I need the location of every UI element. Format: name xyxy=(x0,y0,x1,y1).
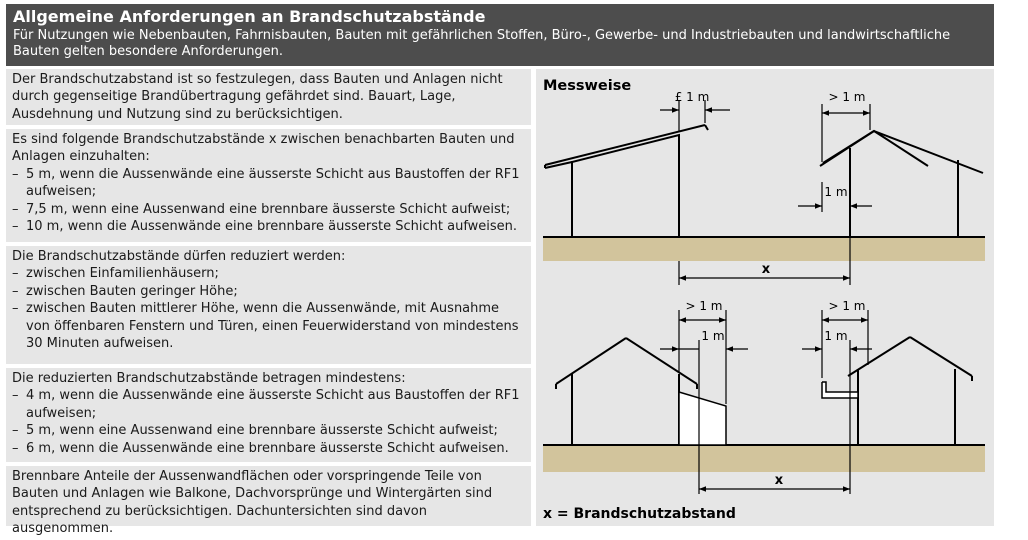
list-item: – zwischen Einfamilienhäusern; xyxy=(12,265,525,282)
measurement-diagram xyxy=(536,69,994,526)
list-item: – 10 m, wenn die Aussenwände eine brennbare äusserste Schicht aufweisen. xyxy=(12,218,525,235)
list-item: – zwischen Bauten mittlerer Höhe, wenn die Aussenwände, mit Ausnahme von öffenbaren Fenstern und Türen, einen Feuerwiderstand von mindestens 30 Minuten aufweisen. xyxy=(12,300,525,352)
dim-label-top-inner: 1 m xyxy=(824,185,848,199)
list-item: – 5 m, wenn eine Aussenwand eine brennbare äusserste Schicht aufweist; xyxy=(12,422,525,439)
block-3-list xyxy=(12,265,525,352)
block-3-text: Die Brandschutzabstände dürfen reduziert werden: xyxy=(12,249,346,264)
house-top-left xyxy=(545,125,708,237)
diagram-legend: x = Brandschutzabstand xyxy=(543,506,736,522)
ground-bottom xyxy=(543,445,985,472)
house-top-right xyxy=(820,131,983,237)
text-block-1 xyxy=(6,69,531,125)
text-block-4 xyxy=(6,368,531,462)
list-item: – 5 m, wenn die Aussenwände eine äusserste Schicht aus Baustoffen der RF1 aufweisen; xyxy=(12,166,525,201)
dim-label-bottom-right-inner: 1 m xyxy=(824,329,848,343)
list-item: – 7,5 m, wenn eine Aussenwand eine brennbare äusserste Schicht aufweist; xyxy=(12,201,525,218)
list-item: – zwischen Bauten geringer Höhe; xyxy=(12,283,525,300)
ground-top xyxy=(543,237,985,261)
header-banner xyxy=(6,4,994,66)
block-2-list xyxy=(12,166,525,236)
page-subtitle: Für Nutzungen wie Nebenbauten, Fahrnisbauten, Bauten mit gefährlichen Stoffen, Büro-, Gewerbe- und Industriebauten und landwirtschaftliche Bauten gelten besondere Anforderungen. xyxy=(13,28,951,59)
text-block-3 xyxy=(6,246,531,364)
block-1-text: Der Brandschutzabstand ist so festzulegen, dass Bauten und Anlagen nicht durch gegenseitige Brandübertragung gefährdet sind. Bauart, Lage, Ausdehnung und Nutzung sind zu berücksichtigen. xyxy=(12,72,503,122)
text-block-5 xyxy=(6,466,531,537)
diagram-panel xyxy=(536,69,994,526)
dim-top-right xyxy=(822,104,870,162)
dim-label-top-x: x xyxy=(761,262,771,277)
block-4-text: Die reduzierten Brandschutzabstände betragen mindestens: xyxy=(12,371,406,386)
block-5-text: Brennbare Anteile der Aussenwandflächen oder vorspringende Teile von Bauten und Anlagen wie Balkone, Dachvorsprünge und Wintergärten sind entsprechend zu berücksichtigen. Dachuntersichten sind davon ausgenommen. xyxy=(12,469,493,537)
dim-label-top-right: > 1 m xyxy=(828,90,866,104)
dim-label-bottom-right-outer: > 1 m xyxy=(828,299,866,313)
requirements-column xyxy=(6,69,531,537)
list-item: – 4 m, wenn die Aussenwände eine äusserste Schicht aus Baustoffen der RF1 aufweisen; xyxy=(12,387,525,422)
balcony xyxy=(822,382,858,398)
list-item: – 6 m, wenn die Aussenwände eine brennbare äusserste Schicht aufweisen. xyxy=(12,440,525,457)
diagram-title: Messweise xyxy=(543,78,632,94)
block-4-list xyxy=(12,387,525,457)
text-block-2 xyxy=(6,129,531,242)
house-bottom-right xyxy=(848,337,972,445)
dim-label-bottom-x: x xyxy=(774,473,784,488)
dim-label-bottom-left-inner: 1 m xyxy=(701,329,725,343)
block-2-text: Es sind folgende Brandschutzabstände x zwischen benachbarten Bauten und Anlagen einzuhalten: xyxy=(12,132,515,165)
dim-label-top-left: £ 1 m xyxy=(674,90,710,104)
wintergarden xyxy=(679,392,726,445)
house-bottom-left xyxy=(556,338,697,445)
dim-label-bottom-left-outer: > 1 m xyxy=(685,299,723,313)
page-title: Allgemeine Anforderungen an Brandschutzabstände xyxy=(13,7,486,26)
